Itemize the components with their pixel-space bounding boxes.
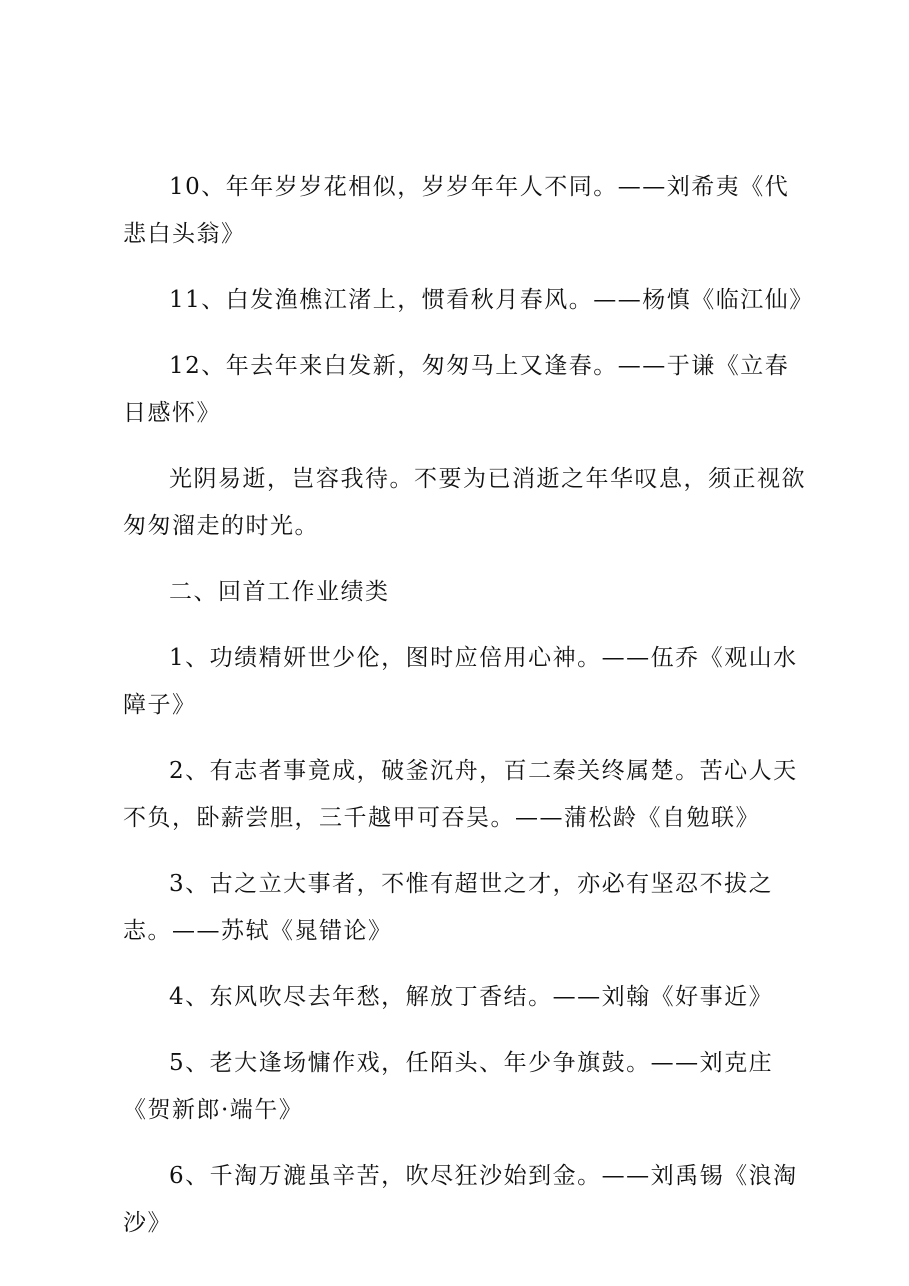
quote-paragraph-6: 6、千淘万漉虽辛苦，吹尽狂沙始到金。——刘禹锡《浪淘沙》	[123, 1163, 798, 1236]
quote-paragraph-5: 5、老大逢场慵作戏，任陌头、年少争旗鼓。——刘克庄《贺新郎·端午》	[123, 1050, 774, 1123]
summary-paragraph: 光阴易逝，岂容我待。不要为已消逝之年华叹息，须正视欲匆匆溜走的时光。	[123, 466, 806, 539]
quote-paragraph-11: 11、白发渔樵江渚上，惯看秋月春风。——杨慎《临江仙》	[169, 287, 814, 313]
quote-paragraph-4: 4、东风吹尽去年愁，解放丁香结。——刘翰《好事近》	[169, 984, 774, 1010]
section-heading: 二、回首工作业绩类	[169, 579, 390, 605]
quote-paragraph-10: 10、年年岁岁花相似，岁岁年年人不同。——刘希夷《代悲白头翁》	[123, 174, 790, 247]
quote-paragraph-2: 2、有志者事竟成，破釜沉舟，百二秦关终属楚。苦心人天不负，卧薪尝胆，三千越甲可吞吴。——蒲松龄《自勉联》	[123, 758, 798, 831]
quote-paragraph-3: 3、古之立大事者，不惟有超世之才，亦必有坚忍不拔之志。——苏轼《晁错论》	[123, 871, 774, 944]
quote-paragraph-1: 1、功绩精妍世少伦，图时应倍用心神。——伍乔《观山水障子》	[123, 645, 798, 718]
quote-paragraph-12: 12、年去年来白发新，匆匆马上又逢春。——于谦《立春日感怀》	[123, 353, 790, 426]
document-body	[123, 164, 813, 1266]
